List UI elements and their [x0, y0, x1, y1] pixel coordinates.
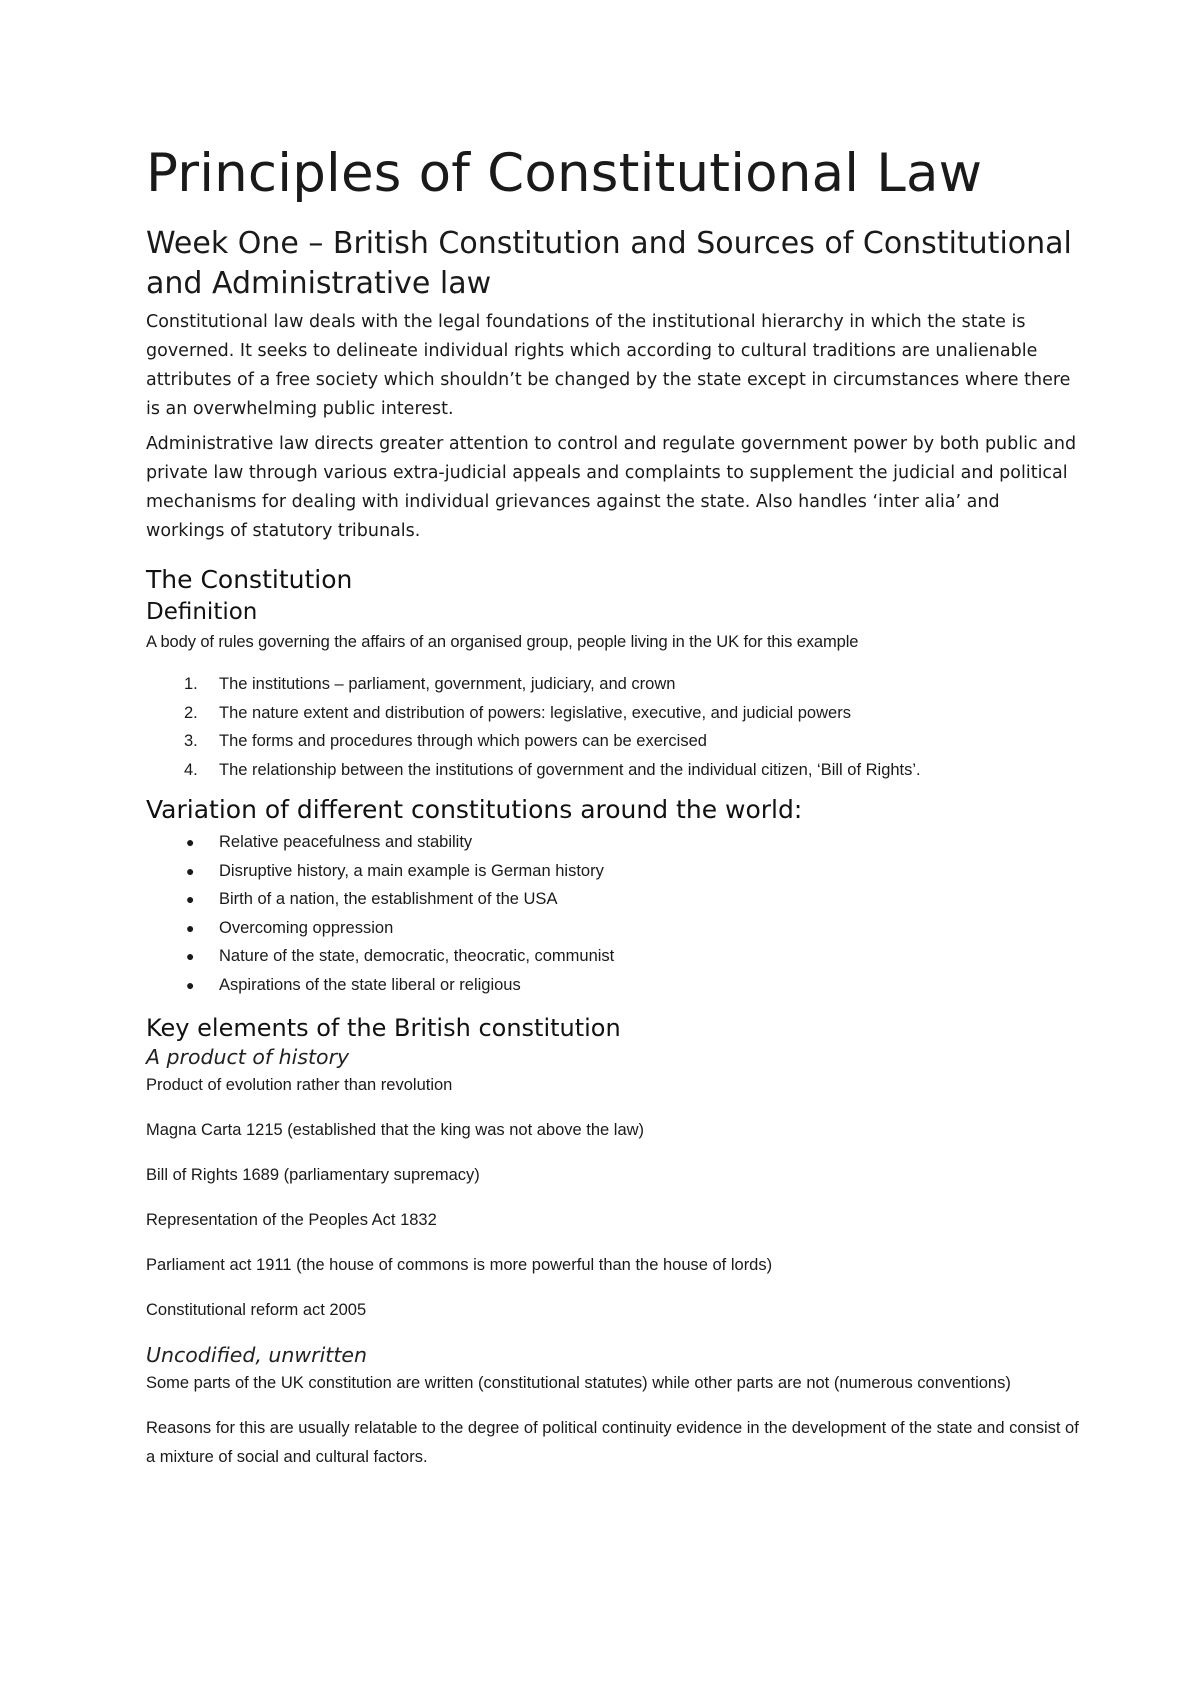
list-item: ● Overcoming oppression	[146, 914, 1080, 943]
bullet-icon: ●	[186, 891, 195, 907]
list-item: ● Nature of the state, democratic, theocratic, communist	[146, 942, 1080, 971]
history-item: Bill of Rights 1689 (parliamentary supremacy)	[146, 1166, 480, 1184]
history-item: Constitutional reform act 2005	[146, 1301, 367, 1319]
week-heading: Week One – British Constitution and Sources of Constitutional and Administrative law	[146, 226, 1072, 301]
uncodified-paragraph: Reasons for this are usually relatable to the degree of political continuity evidence in the development of the state and consist of a mixture of social and cultural factors.	[146, 1419, 1079, 1466]
intro-paragraph: Administrative law directs greater attention to control and regulate government power by both public and private law through various extra-judicial appeals and complaints to supplement the judicial and political mechanisms for dealing with individual grievances against the state. Also handles ‘inter alia’ and workings of statutory tribunals.	[146, 434, 1077, 541]
section-heading-variation: Variation of different constitutions around the world:	[146, 795, 803, 824]
section-heading-constitution: The Constitution	[146, 565, 353, 594]
list-item: ● Birth of a nation, the establishment of the USA	[146, 885, 1080, 914]
history-item: Parliament act 1911 (the house of commons is more powerful than the house of lords)	[146, 1256, 773, 1274]
bullet-list	[146, 828, 1080, 999]
document-title: Principles of Constitutional Law	[146, 143, 983, 204]
list-item: 2. The nature extent and distribution of powers: legislative, executive, and judicial powers	[184, 703, 851, 722]
bullet-icon: ●	[186, 919, 195, 936]
bullet-icon: ●	[186, 976, 195, 993]
subheading-definition: Definition	[146, 599, 258, 625]
bullet-icon: ●	[186, 862, 195, 879]
subheading-uncodified: Uncodified, unwritten	[146, 1343, 367, 1367]
uncodified-paragraph: Some parts of the UK constitution are written (constitutional statutes) while other parts are not (numerous conventions)	[146, 1374, 1011, 1392]
subheading-history: A product of history	[146, 1045, 350, 1069]
history-item: Magna Carta 1215 (established that the king was not above the law)	[146, 1121, 645, 1139]
history-item: Representation of the Peoples Act 1832	[146, 1211, 437, 1229]
list-item: ● Relative peacefulness and stability	[146, 828, 1080, 857]
list-item: ● Aspirations of the state liberal or religious	[146, 971, 1080, 1000]
bullet-icon: ●	[186, 834, 195, 850]
history-item: Product of evolution rather than revolution	[146, 1076, 453, 1094]
bullet-icon: ●	[186, 948, 195, 964]
numbered-list	[146, 670, 1080, 784]
definition-text: A body of rules governing the affairs of an organised group, people living in the UK for this example	[146, 633, 859, 651]
list-item: 3. The forms and procedures through which powers can be exercised	[184, 732, 707, 750]
intro-paragraph: Constitutional law deals with the legal foundations of the institutional hierarchy in which the state is governed. It seeks to delineate individual rights which according to cultural traditions are unalienable attributes of a free society which shouldn’t be changed by the state except in circumstances where there is an overwhelming public interest.	[146, 312, 1071, 419]
list-item: 1. The institutions – parliament, government, judiciary, and crown	[184, 675, 676, 693]
list-item: 4. The relationship between the institutions of government and the individual citizen, ‘Bill of Rights’.	[184, 760, 921, 779]
list-item: ● Disruptive history, a main example is German history	[146, 857, 1080, 886]
section-heading-key-elements: Key elements of the British constitution	[146, 1014, 621, 1042]
